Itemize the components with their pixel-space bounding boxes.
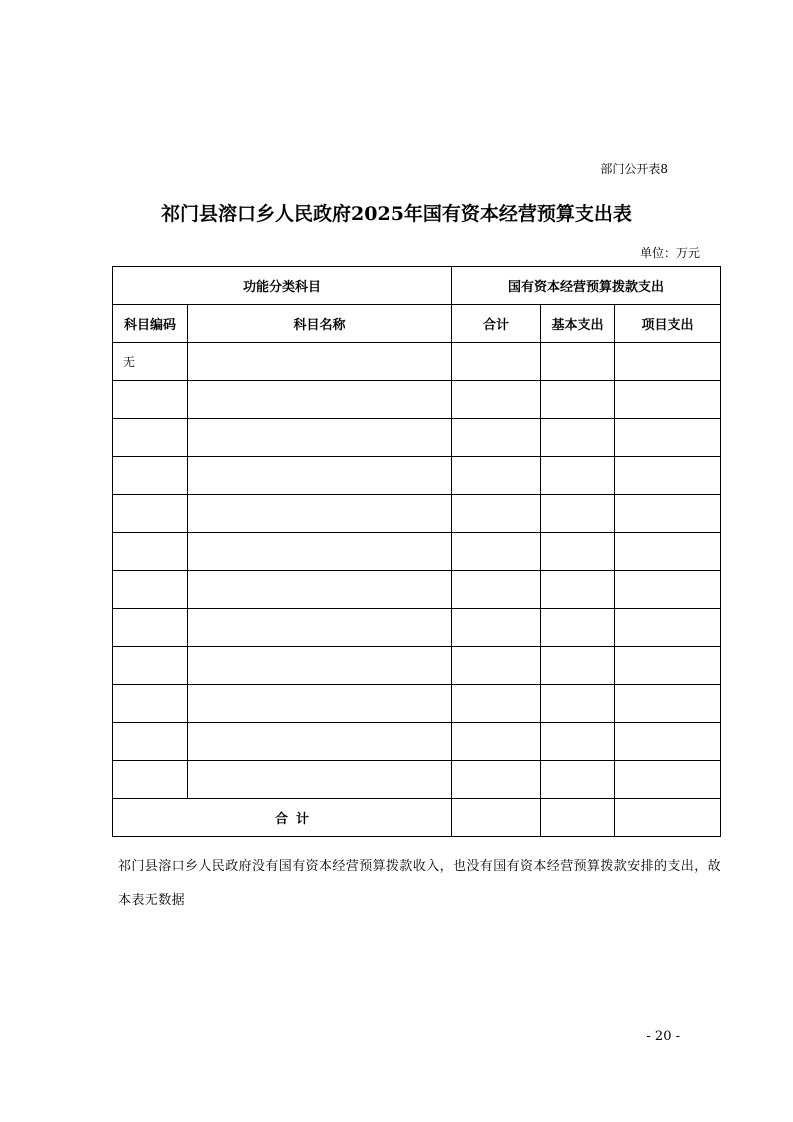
cell-code: 无: [113, 343, 188, 381]
cell-basic: [541, 419, 615, 457]
cell-code: [113, 457, 188, 495]
cell-project: [615, 609, 721, 647]
cell-project: [615, 685, 721, 723]
cell-code: [113, 761, 188, 799]
group-header-functional: 功能分类科目: [113, 267, 452, 305]
cell-total: [452, 685, 541, 723]
cell-basic: [541, 533, 615, 571]
cell-total: [452, 723, 541, 761]
cell-basic: [541, 609, 615, 647]
table-row: [113, 495, 721, 533]
table-row: [113, 723, 721, 761]
cell-basic: [541, 457, 615, 495]
table-row: [113, 685, 721, 723]
cell-name: [188, 685, 452, 723]
cell-basic: [541, 571, 615, 609]
column-header-project: 项目支出: [615, 305, 721, 343]
cell-total: [452, 533, 541, 571]
group-header-expenditure: 国有资本经营预算拨款支出: [452, 267, 721, 305]
table-row: [113, 533, 721, 571]
total-row: [113, 799, 721, 837]
cell-total: [452, 381, 541, 419]
cell-name: [188, 533, 452, 571]
table-row: [113, 457, 721, 495]
cell-project: [615, 343, 721, 381]
cell-project: [615, 723, 721, 761]
cell-total: [452, 571, 541, 609]
cell-name: [188, 419, 452, 457]
cell-project: [615, 761, 721, 799]
cell-basic: [541, 381, 615, 419]
total-cell-project: [615, 799, 721, 837]
cell-code: [113, 609, 188, 647]
table-row: [113, 419, 721, 457]
cell-name: [188, 761, 452, 799]
total-cell-total: [452, 799, 541, 837]
table-row: [113, 647, 721, 685]
cell-name: [188, 723, 452, 761]
table-row: [113, 381, 721, 419]
column-header-basic: 基本支出: [541, 305, 615, 343]
table-row: [113, 761, 721, 799]
cell-project: [615, 647, 721, 685]
cell-name: [188, 495, 452, 533]
total-label: 合计: [113, 799, 452, 837]
cell-total: [452, 343, 541, 381]
cell-name: [188, 571, 452, 609]
cell-code: [113, 647, 188, 685]
cell-code: [113, 419, 188, 457]
cell-project: [615, 419, 721, 457]
column-header-name: 科目名称: [188, 305, 452, 343]
column-header-row: [113, 305, 721, 343]
group-header-row: [113, 267, 721, 305]
cell-basic: [541, 685, 615, 723]
cell-project: [615, 495, 721, 533]
cell-code: [113, 685, 188, 723]
cell-total: [452, 647, 541, 685]
budget-table: [112, 266, 721, 837]
cell-total: [452, 495, 541, 533]
cell-project: [615, 533, 721, 571]
cell-basic: [541, 723, 615, 761]
cell-basic: [541, 647, 615, 685]
cell-code: [113, 571, 188, 609]
cell-basic: [541, 761, 615, 799]
cell-name: [188, 647, 452, 685]
column-header-total: 合计: [452, 305, 541, 343]
cell-name: [188, 381, 452, 419]
table-row: [113, 343, 721, 381]
cell-total: [452, 419, 541, 457]
document-label: 部门公开表8: [600, 162, 668, 176]
cell-code: [113, 533, 188, 571]
cell-name: [188, 457, 452, 495]
cell-code: [113, 495, 188, 533]
cell-name: [188, 343, 452, 381]
unit-label: 单位：万元: [639, 246, 700, 260]
table-note: 祁门县溶口乡人民政府没有国有资本经营预算拨款收入，也没有国有资本经营预算拨款安排的支出，故本表无数据: [118, 859, 722, 908]
table-row: [113, 571, 721, 609]
cell-total: [452, 609, 541, 647]
cell-total: [452, 761, 541, 799]
cell-project: [615, 571, 721, 609]
column-header-code: 科目编码: [113, 305, 188, 343]
cell-code: [113, 723, 188, 761]
page-title: 祁门县溶口乡人民政府2025年国有资本经营预算支出表: [161, 203, 632, 225]
total-cell-basic: [541, 799, 615, 837]
cell-basic: [541, 495, 615, 533]
cell-project: [615, 457, 721, 495]
cell-total: [452, 457, 541, 495]
cell-project: [615, 381, 721, 419]
cell-basic: [541, 343, 615, 381]
page-number: - 20 -: [646, 1029, 680, 1044]
cell-code: [113, 381, 188, 419]
cell-name: [188, 609, 452, 647]
table-row: [113, 609, 721, 647]
